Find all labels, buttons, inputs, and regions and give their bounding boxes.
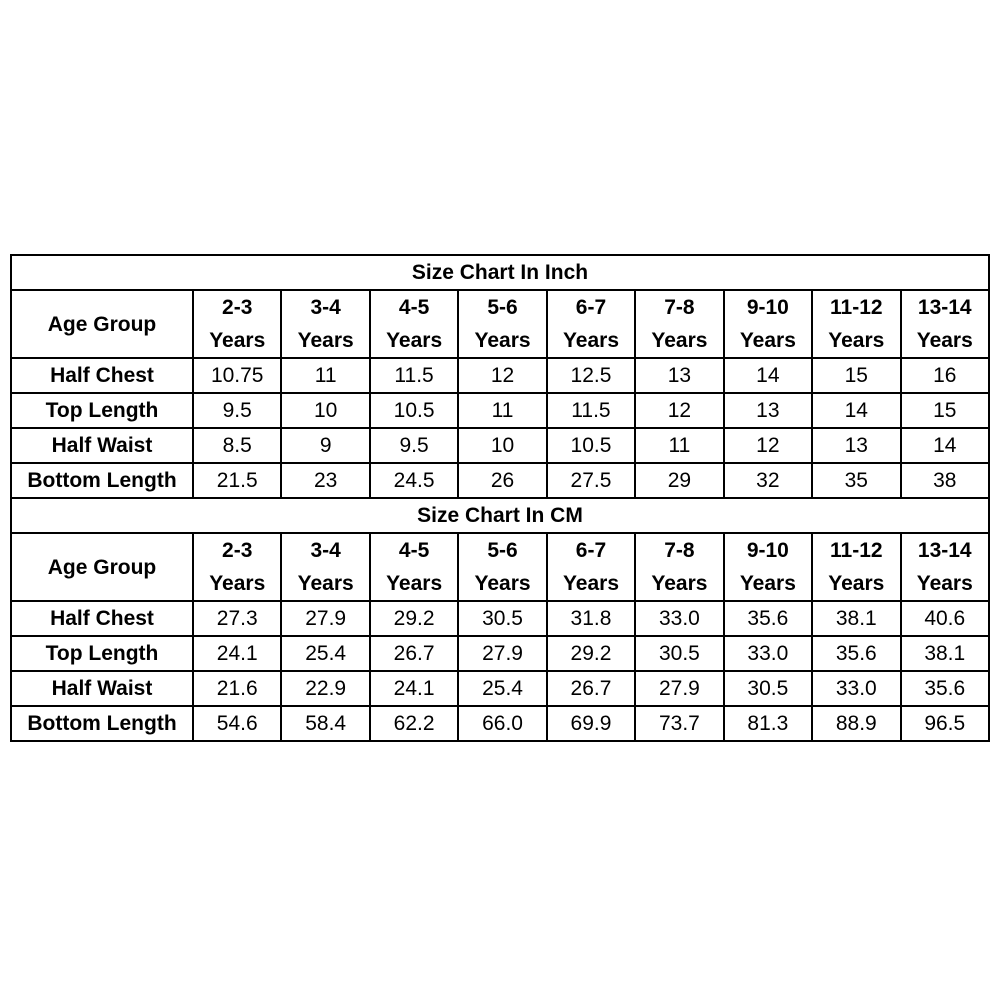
table-title: Size Chart In CM bbox=[11, 498, 989, 533]
measurement-value: 29.2 bbox=[547, 636, 635, 671]
measurement-value: 21.6 bbox=[193, 671, 281, 706]
measurement-value: 15 bbox=[901, 393, 990, 428]
table-row bbox=[11, 463, 989, 498]
table-row bbox=[11, 428, 989, 463]
measurement-value: 26.7 bbox=[370, 636, 458, 671]
measurement-label: Bottom Length bbox=[11, 706, 193, 741]
measurement-label: Half Chest bbox=[11, 601, 193, 636]
age-range: 7-8 bbox=[664, 539, 695, 562]
age-group-header bbox=[635, 290, 723, 358]
age-group-header bbox=[724, 290, 812, 358]
age-group-header bbox=[635, 533, 723, 601]
age-unit: Years bbox=[739, 329, 796, 352]
age-range: 13-14 bbox=[917, 539, 972, 562]
measurement-value: 27.9 bbox=[458, 636, 546, 671]
age-group-label: Age Group bbox=[11, 533, 193, 601]
age-range: 6-7 bbox=[575, 296, 607, 319]
measurement-value: 26 bbox=[458, 463, 546, 498]
age-unit: Years bbox=[474, 572, 531, 595]
table-title-row bbox=[11, 255, 989, 290]
table-row bbox=[11, 671, 989, 706]
measurement-label: Top Length bbox=[11, 636, 193, 671]
measurement-value: 9.5 bbox=[370, 428, 458, 463]
size-chart-table bbox=[10, 254, 990, 742]
measurement-value: 15 bbox=[812, 358, 900, 393]
measurement-value: 88.9 bbox=[812, 706, 900, 741]
measurement-value: 26.7 bbox=[547, 671, 635, 706]
age-unit: Years bbox=[297, 572, 354, 595]
age-group-header bbox=[281, 533, 369, 601]
measurement-value: 35 bbox=[812, 463, 900, 498]
measurement-value: 40.6 bbox=[901, 601, 990, 636]
age-unit: Years bbox=[651, 329, 708, 352]
measurement-value: 35.6 bbox=[724, 601, 812, 636]
measurement-value: 23 bbox=[281, 463, 369, 498]
table-row bbox=[11, 636, 989, 671]
measurement-value: 33.0 bbox=[812, 671, 900, 706]
age-range: 3-4 bbox=[310, 539, 341, 562]
age-range: 11-12 bbox=[830, 296, 883, 319]
age-unit: Years bbox=[562, 329, 619, 352]
age-range: 4-5 bbox=[398, 539, 430, 562]
measurement-value: 30.5 bbox=[458, 601, 546, 636]
measurement-value: 38.1 bbox=[812, 601, 900, 636]
measurement-value: 27.9 bbox=[281, 601, 369, 636]
age-group-header bbox=[812, 290, 900, 358]
measurement-value: 33.0 bbox=[635, 601, 723, 636]
age-unit: Years bbox=[562, 572, 619, 595]
age-unit: Years bbox=[916, 329, 973, 352]
measurement-value: 24.5 bbox=[370, 463, 458, 498]
measurement-label: Half Waist bbox=[11, 671, 193, 706]
age-range: 6-7 bbox=[575, 539, 607, 562]
measurement-value: 30.5 bbox=[724, 671, 812, 706]
measurement-value: 10 bbox=[458, 428, 546, 463]
measurement-label: Top Length bbox=[11, 393, 193, 428]
measurement-value: 69.9 bbox=[547, 706, 635, 741]
measurement-value: 29 bbox=[635, 463, 723, 498]
measurement-value: 10 bbox=[281, 393, 369, 428]
table-title-row bbox=[11, 498, 989, 533]
table-row bbox=[11, 706, 989, 741]
measurement-value: 30.5 bbox=[635, 636, 723, 671]
measurement-value: 35.6 bbox=[901, 671, 990, 706]
measurement-value: 25.4 bbox=[281, 636, 369, 671]
age-group-header-row bbox=[11, 533, 989, 601]
age-unit: Years bbox=[739, 572, 796, 595]
measurement-value: 24.1 bbox=[370, 671, 458, 706]
age-unit: Years bbox=[386, 572, 443, 595]
measurement-value: 9 bbox=[281, 428, 369, 463]
measurement-value: 14 bbox=[724, 358, 812, 393]
age-unit: Years bbox=[386, 329, 443, 352]
age-group-header bbox=[193, 290, 281, 358]
age-group-header bbox=[547, 290, 635, 358]
age-group-header bbox=[458, 290, 546, 358]
table-title: Size Chart In Inch bbox=[11, 255, 989, 290]
age-group-header-row bbox=[11, 290, 989, 358]
measurement-value: 27.5 bbox=[547, 463, 635, 498]
measurement-value: 81.3 bbox=[724, 706, 812, 741]
measurement-value: 33.0 bbox=[724, 636, 812, 671]
measurement-value: 16 bbox=[901, 358, 990, 393]
age-range: 5-6 bbox=[487, 539, 518, 562]
age-unit: Years bbox=[209, 572, 266, 595]
measurement-value: 38.1 bbox=[901, 636, 990, 671]
measurement-value: 14 bbox=[901, 428, 990, 463]
measurement-value: 11.5 bbox=[370, 358, 458, 393]
age-group-header bbox=[547, 533, 635, 601]
measurement-value: 35.6 bbox=[812, 636, 900, 671]
age-range: 5-6 bbox=[487, 296, 518, 319]
age-range: 9-10 bbox=[746, 539, 789, 562]
age-range: 4-5 bbox=[398, 296, 430, 319]
measurement-value: 32 bbox=[724, 463, 812, 498]
measurement-value: 10.75 bbox=[193, 358, 281, 393]
age-group-header bbox=[370, 533, 458, 601]
age-unit: Years bbox=[651, 572, 708, 595]
measurement-value: 13 bbox=[812, 428, 900, 463]
age-unit: Years bbox=[916, 572, 973, 595]
age-range: 3-4 bbox=[310, 296, 341, 319]
age-range: 7-8 bbox=[664, 296, 695, 319]
measurement-value: 11.5 bbox=[547, 393, 635, 428]
age-unit: Years bbox=[297, 329, 354, 352]
measurement-value: 12 bbox=[635, 393, 723, 428]
age-range: 2-3 bbox=[222, 296, 253, 319]
size-chart bbox=[10, 254, 990, 742]
age-group-header bbox=[458, 533, 546, 601]
table-row bbox=[11, 358, 989, 393]
age-range: 9-10 bbox=[746, 296, 789, 319]
age-group-header bbox=[901, 533, 990, 601]
measurement-label: Bottom Length bbox=[11, 463, 193, 498]
measurement-value: 73.7 bbox=[635, 706, 723, 741]
measurement-value: 10.5 bbox=[370, 393, 458, 428]
measurement-value: 29.2 bbox=[370, 601, 458, 636]
age-group-header bbox=[901, 290, 990, 358]
measurement-value: 27.9 bbox=[635, 671, 723, 706]
age-group-header bbox=[370, 290, 458, 358]
age-unit: Years bbox=[209, 329, 266, 352]
measurement-value: 12 bbox=[458, 358, 546, 393]
measurement-value: 11 bbox=[635, 428, 723, 463]
measurement-label: Half Chest bbox=[11, 358, 193, 393]
measurement-value: 11 bbox=[281, 358, 369, 393]
measurement-label: Half Waist bbox=[11, 428, 193, 463]
measurement-value: 13 bbox=[635, 358, 723, 393]
age-range: 13-14 bbox=[917, 296, 972, 319]
table-row bbox=[11, 393, 989, 428]
measurement-value: 14 bbox=[812, 393, 900, 428]
measurement-value: 9.5 bbox=[193, 393, 281, 428]
age-group-header bbox=[193, 533, 281, 601]
age-range: 2-3 bbox=[222, 539, 253, 562]
age-group-header bbox=[812, 533, 900, 601]
age-unit: Years bbox=[474, 329, 531, 352]
measurement-value: 66.0 bbox=[458, 706, 546, 741]
measurement-value: 96.5 bbox=[901, 706, 990, 741]
measurement-value: 8.5 bbox=[193, 428, 281, 463]
table-row bbox=[11, 601, 989, 636]
measurement-value: 12 bbox=[724, 428, 812, 463]
measurement-value: 22.9 bbox=[281, 671, 369, 706]
measurement-value: 11 bbox=[458, 393, 546, 428]
measurement-value: 27.3 bbox=[193, 601, 281, 636]
measurement-value: 38 bbox=[901, 463, 990, 498]
age-group-header bbox=[281, 290, 369, 358]
age-group-label: Age Group bbox=[11, 290, 193, 358]
measurement-value: 21.5 bbox=[193, 463, 281, 498]
age-range: 11-12 bbox=[830, 539, 883, 562]
measurement-value: 12.5 bbox=[547, 358, 635, 393]
age-unit: Years bbox=[828, 572, 885, 595]
measurement-value: 54.6 bbox=[193, 706, 281, 741]
measurement-value: 62.2 bbox=[370, 706, 458, 741]
measurement-value: 58.4 bbox=[281, 706, 369, 741]
age-group-header bbox=[724, 533, 812, 601]
measurement-value: 31.8 bbox=[547, 601, 635, 636]
measurement-value: 13 bbox=[724, 393, 812, 428]
measurement-value: 24.1 bbox=[193, 636, 281, 671]
age-unit: Years bbox=[828, 329, 885, 352]
measurement-value: 10.5 bbox=[547, 428, 635, 463]
measurement-value: 25.4 bbox=[458, 671, 546, 706]
